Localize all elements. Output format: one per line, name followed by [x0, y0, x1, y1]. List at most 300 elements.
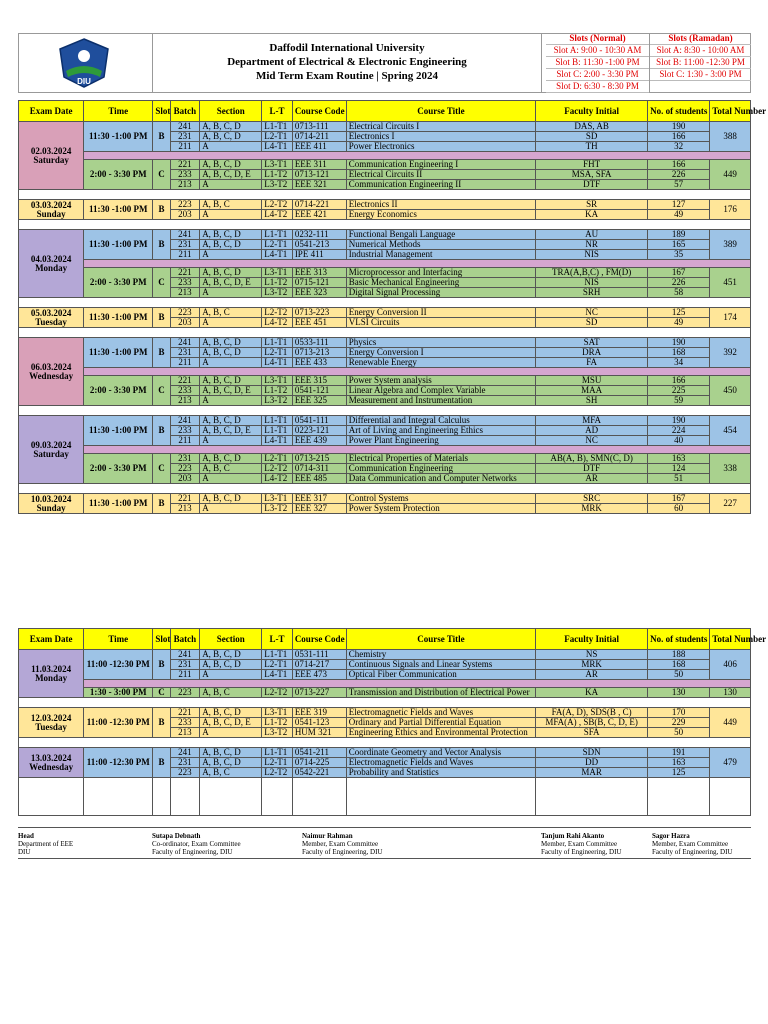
course-title-cell: Engineering Ethics and Environmental Protection [346, 728, 535, 738]
faculty-initial-cell: KA [536, 210, 648, 220]
course-code-cell: 0541-213 [292, 240, 346, 250]
level-term-cell: L3-T2 [262, 396, 293, 406]
batch-cell: 241 [170, 338, 200, 348]
column-header: Faculty Initial [536, 629, 648, 650]
course-title-cell: Industrial Management [346, 250, 535, 260]
signature-line: Faculty of Engineering, DIU [541, 848, 622, 856]
section-cell: A, B, C, D, E [200, 278, 262, 288]
students-cell: 50 [648, 670, 710, 680]
column-header: No. of students [648, 629, 710, 650]
course-title-cell: Energy Conversion II [346, 308, 535, 318]
section-cell: A [200, 474, 262, 484]
course-code-cell: 0714-221 [292, 200, 346, 210]
students-cell: 57 [648, 180, 710, 190]
empty-cell [346, 778, 535, 816]
section-cell: A, B, C, D [200, 454, 262, 464]
course-code-cell: 0542-221 [292, 768, 346, 778]
students-cell: 168 [648, 348, 710, 358]
faculty-initial-cell: SRC [536, 494, 648, 504]
empty-cell [536, 778, 648, 816]
course-code-cell: EEE 325 [292, 396, 346, 406]
batch-cell: 233 [170, 426, 200, 436]
batch-cell: 221 [170, 160, 200, 170]
batch-cell: 233 [170, 386, 200, 396]
level-term-cell: L2-T1 [262, 240, 293, 250]
students-cell: 40 [648, 436, 710, 446]
time-cell: 1:30 - 3:00 PM [84, 688, 153, 698]
level-term-cell: L2-T2 [262, 308, 293, 318]
slot-cell: B [153, 308, 170, 328]
students-cell: 224 [648, 426, 710, 436]
table-row [19, 454, 751, 464]
faculty-initial-cell: MSU [536, 376, 648, 386]
level-term-cell: L4-T1 [262, 142, 293, 152]
separator-cell [19, 698, 751, 708]
routine-title: Mid Term Exam Routine | Spring 2024 [255, 70, 439, 82]
section-cell: A, B, C, D [200, 376, 262, 386]
total-number-cell: 451 [710, 268, 751, 298]
level-term-cell: L2-T1 [262, 660, 293, 670]
section-cell: A, B, C, D [200, 240, 262, 250]
column-header: L-T [262, 629, 293, 650]
faculty-initial-cell: SR [536, 200, 648, 210]
column-header: Course Code [292, 101, 346, 122]
course-title-cell: Art of Living and Engineering Ethics [346, 426, 535, 436]
table-row [19, 416, 751, 426]
level-term-cell: L4-T1 [262, 670, 293, 680]
section-cell: A [200, 180, 262, 190]
column-header: L-T [262, 101, 293, 122]
signature-line: Member, Exam Committee [302, 840, 379, 848]
course-code-cell: 0713-111 [292, 122, 346, 132]
course-title-cell: Renewable Energy [346, 358, 535, 368]
course-code-cell: 0541-121 [292, 386, 346, 396]
faculty-initial-cell: FA [536, 358, 648, 368]
exam-day: Sunday [36, 502, 66, 513]
university-name: Daffodil International University [269, 42, 425, 54]
students-cell: 49 [648, 318, 710, 328]
signature-line: Member, Exam Committee [652, 840, 729, 848]
level-term-cell: L3-T2 [262, 288, 293, 298]
students-cell: 163 [648, 758, 710, 768]
course-title-cell: Electrical Circuits I [346, 122, 535, 132]
table-header-row [19, 629, 751, 650]
course-title-cell: Electronics I [346, 132, 535, 142]
faculty-initial-cell: KA [536, 688, 648, 698]
course-title-cell: Communication Engineering [346, 464, 535, 474]
level-term-cell: L3-T2 [262, 728, 293, 738]
section-cell: A, B, C [200, 200, 262, 210]
section-cell: A [200, 436, 262, 446]
slots-ramadan-item: Slot B: 11:00 -12:30 PM [650, 57, 751, 69]
course-title-cell: Basic Mechanical Engineering [346, 278, 535, 288]
column-header: Faculty Initial [536, 101, 648, 122]
course-title-cell: Communication Engineering II [346, 180, 535, 190]
exam-date: 03.03.2024 [30, 199, 72, 210]
level-term-cell: L2-T2 [262, 688, 293, 698]
signature-band [18, 827, 751, 859]
course-title-cell: Power System Protection [346, 504, 535, 514]
total-number-cell: 449 [710, 708, 751, 738]
students-cell: 59 [648, 396, 710, 406]
slot-cell: C [153, 268, 170, 298]
slot-cell: B [153, 494, 170, 514]
exam-date-cell [19, 650, 84, 698]
total-number-cell: 388 [710, 122, 751, 152]
column-header: Slot [153, 101, 170, 122]
level-term-cell: L4-T2 [262, 210, 293, 220]
empty-cell [262, 778, 293, 816]
section-cell: A [200, 728, 262, 738]
course-code-cell: 0713-213 [292, 348, 346, 358]
slot-cell: B [153, 650, 170, 680]
exam-date: 04.03.2024 [30, 253, 72, 264]
routine-table-2 [18, 628, 767, 816]
course-code-cell: EEE 433 [292, 358, 346, 368]
course-title-cell: Probability and Statistics [346, 768, 535, 778]
level-term-cell: L3-T1 [262, 708, 293, 718]
faculty-initial-cell: NC [536, 436, 648, 446]
exam-date-cell [19, 748, 84, 778]
students-cell: 191 [648, 748, 710, 758]
exam-date: 11.03.2024 [31, 663, 72, 674]
table-row [19, 494, 751, 504]
course-title-cell: Electrical Properties of Materials [346, 454, 535, 464]
batch-cell: 221 [170, 708, 200, 718]
students-cell: 32 [648, 142, 710, 152]
course-title-cell: Energy Economics [346, 210, 535, 220]
day-separator [19, 484, 751, 494]
level-term-cell: L1-T1 [262, 748, 293, 758]
section-cell: A, B, C, D [200, 708, 262, 718]
course-code-cell: 0533-111 [292, 338, 346, 348]
day-separator [19, 738, 751, 748]
empty-cell [710, 778, 751, 816]
level-term-cell: L1-T1 [262, 650, 293, 660]
exam-date-cell [19, 230, 84, 298]
faculty-initial-cell: NC [536, 308, 648, 318]
course-title-cell: Electrical Circuits II [346, 170, 535, 180]
course-code-cell: EEE 315 [292, 376, 346, 386]
signature-name: Head [18, 832, 34, 840]
time-cell: 2:00 - 3:30 PM [84, 454, 153, 484]
exam-day: Wednesday [29, 761, 74, 772]
students-cell: 190 [648, 122, 710, 132]
separator-cell [19, 298, 751, 308]
batch-cell: 231 [170, 660, 200, 670]
department-name: Department of Electrical & Electronic Engineering [227, 56, 467, 68]
course-code-cell: 0531-111 [292, 650, 346, 660]
level-term-cell: L1-T1 [262, 338, 293, 348]
students-cell: 166 [648, 376, 710, 386]
faculty-initial-cell: FHT [536, 160, 648, 170]
slot-cell: C [153, 454, 170, 484]
batch-cell: 241 [170, 748, 200, 758]
course-code-cell: EEE 421 [292, 210, 346, 220]
faculty-initial-cell: SH [536, 396, 648, 406]
level-term-cell: L1-T1 [262, 122, 293, 132]
slots-normal-box [546, 33, 650, 93]
time-cell: 11:30 -1:00 PM [84, 122, 153, 152]
batch-cell: 213 [170, 288, 200, 298]
batch-cell: 241 [170, 122, 200, 132]
students-cell: 34 [648, 358, 710, 368]
total-number-cell: 130 [710, 688, 751, 698]
exam-date-cell [19, 416, 84, 484]
exam-date: 13.03.2024 [30, 752, 72, 763]
slot-cell: B [153, 230, 170, 260]
day-separator [19, 298, 751, 308]
course-title-cell: Chemistry [346, 650, 535, 660]
batch-cell: 233 [170, 718, 200, 728]
batch-cell: 223 [170, 464, 200, 474]
students-cell: 229 [648, 718, 710, 728]
students-cell: 163 [648, 454, 710, 464]
course-code-cell: EEE 321 [292, 180, 346, 190]
faculty-initial-cell: MAR [536, 768, 648, 778]
column-header: Batch [170, 101, 200, 122]
total-number-cell: 174 [710, 308, 751, 328]
course-code-cell: EEE 319 [292, 708, 346, 718]
course-title-cell: VLSI Circuits [346, 318, 535, 328]
faculty-initial-cell: SD [536, 318, 648, 328]
section-cell: A [200, 142, 262, 152]
table-header-row [19, 101, 751, 122]
empty-cell [153, 778, 170, 816]
time-cell: 11:00 -12:30 PM [84, 708, 153, 738]
exam-day: Saturday [33, 448, 69, 459]
course-code-cell: EEE 451 [292, 318, 346, 328]
column-header: Course Title [346, 101, 535, 122]
logo-text: DIU [77, 77, 91, 86]
faculty-initial-cell: AU [536, 230, 648, 240]
signature-name: Tanjum Rahi Akanto [541, 832, 605, 840]
faculty-initial-cell: FA(A, D), SDS(B , C) [536, 708, 648, 718]
section-cell: A, B, C, D [200, 160, 262, 170]
batch-cell: 233 [170, 278, 200, 288]
exam-date-cell [19, 308, 84, 328]
section-cell: A, B, C, D [200, 122, 262, 132]
faculty-initial-cell: AB(A, B), SMN(C, D) [536, 454, 648, 464]
course-code-cell: 0714-211 [292, 132, 346, 142]
signature-name: Sagor Hazra [652, 832, 690, 840]
signature-line: Member, Exam Committee [541, 840, 618, 848]
exam-date: 05.03.2024 [30, 307, 72, 318]
course-title-cell: Ordinary and Partial Differential Equation [346, 718, 535, 728]
exam-date-cell [19, 494, 84, 514]
level-term-cell: L2-T1 [262, 758, 293, 768]
level-term-cell: L3-T1 [262, 160, 293, 170]
empty-cell [170, 778, 200, 816]
day-separator [19, 328, 751, 338]
course-code-cell: EEE 311 [292, 160, 346, 170]
faculty-initial-cell: AR [536, 670, 648, 680]
level-term-cell: L3-T1 [262, 376, 293, 386]
students-cell: 225 [648, 386, 710, 396]
course-title-cell: Transmission and Distribution of Electrical Power [346, 688, 535, 698]
time-cell: 11:30 -1:00 PM [84, 338, 153, 368]
table-row [19, 122, 751, 132]
signature-line: Faculty of Engineering, DIU [302, 848, 383, 856]
section-cell: A, B, C, D, E [200, 426, 262, 436]
students-cell: 125 [648, 308, 710, 318]
course-title-cell: Physics [346, 338, 535, 348]
day-separator [19, 698, 751, 708]
table-row [19, 748, 751, 758]
students-cell: 35 [648, 250, 710, 260]
course-title-cell: Measurement and Instrumentation [346, 396, 535, 406]
course-title-cell: Data Communication and Computer Networks [346, 474, 535, 484]
faculty-initial-cell: MFA(A) , SB(B, C, D, E) [536, 718, 648, 728]
empty-cell [84, 778, 153, 816]
faculty-initial-cell: MAA [536, 386, 648, 396]
total-number-cell: 406 [710, 650, 751, 680]
faculty-initial-cell: DTF [536, 180, 648, 190]
day-separator [19, 190, 751, 200]
course-title-cell: Differential and Integral Calculus [346, 416, 535, 426]
section-cell: A [200, 288, 262, 298]
table-row [19, 230, 751, 240]
batch-cell: 241 [170, 650, 200, 660]
faculty-initial-cell: SDN [536, 748, 648, 758]
signature-block [302, 832, 382, 856]
section-cell: A [200, 358, 262, 368]
level-term-cell: L1-T2 [262, 386, 293, 396]
course-code-cell: 0541-123 [292, 718, 346, 728]
slot-cell: B [153, 122, 170, 152]
signature-line: Co-ordinator, Exam Committee [152, 840, 241, 848]
section-cell: A, B, C, D, E [200, 170, 262, 180]
slot-cell: B [153, 416, 170, 446]
level-term-cell: L4-T2 [262, 474, 293, 484]
students-cell: 167 [648, 494, 710, 504]
level-term-cell: L1-T2 [262, 278, 293, 288]
students-cell: 168 [648, 660, 710, 670]
section-cell: A, B, C [200, 768, 262, 778]
day-separator [19, 406, 751, 416]
batch-cell: 211 [170, 436, 200, 446]
faculty-initial-cell: MFA [536, 416, 648, 426]
course-code-cell: EEE 317 [292, 494, 346, 504]
section-cell: A [200, 504, 262, 514]
course-code-cell: 0713-121 [292, 170, 346, 180]
batch-cell: 231 [170, 348, 200, 358]
total-number-cell: 176 [710, 200, 751, 220]
time-cell: 11:30 -1:00 PM [84, 494, 153, 514]
signature-line: Department of EEE [18, 840, 74, 848]
exam-date: 09.03.2024 [30, 439, 72, 450]
section-cell: A, B, C, D [200, 416, 262, 426]
level-term-cell: L3-T1 [262, 268, 293, 278]
batch-cell: 211 [170, 670, 200, 680]
slots-normal-item: Slot B: 11:30 -1:00 PM [546, 57, 649, 69]
course-code-cell: 0715-121 [292, 278, 346, 288]
exam-date: 12.03.2024 [30, 712, 72, 723]
course-title-cell: Power Electronics [346, 142, 535, 152]
course-title-cell: Control Systems [346, 494, 535, 504]
course-title-cell: Coordinate Geometry and Vector Analysis [346, 748, 535, 758]
batch-cell: 213 [170, 396, 200, 406]
course-code-cell: EEE 411 [292, 142, 346, 152]
total-number-cell: 454 [710, 416, 751, 446]
students-cell: 50 [648, 728, 710, 738]
course-code-cell: HUM 321 [292, 728, 346, 738]
slots-normal-title: Slots (Normal) [546, 33, 649, 45]
total-number-cell: 449 [710, 160, 751, 190]
separator-cell [19, 406, 751, 416]
level-term-cell: L3-T2 [262, 180, 293, 190]
students-cell: 127 [648, 200, 710, 210]
slots-ramadan-title: Slots (Ramadan) [650, 33, 751, 45]
exam-day: Tuesday [35, 721, 67, 732]
section-cell: A, B, C [200, 688, 262, 698]
faculty-initial-cell: TRA(A,B,C) , FM(D) [536, 268, 648, 278]
batch-cell: 231 [170, 454, 200, 464]
slots-ramadan-box [650, 33, 751, 93]
section-cell: A, B, C, D [200, 338, 262, 348]
section-cell: A, B, C, D [200, 758, 262, 768]
course-code-cell: 0713-215 [292, 454, 346, 464]
faculty-initial-cell: NR [536, 240, 648, 250]
course-code-cell: EEE 323 [292, 288, 346, 298]
section-cell: A, B, C, D [200, 230, 262, 240]
batch-cell: 241 [170, 230, 200, 240]
section-cell: A, B, C, D, E [200, 386, 262, 396]
level-term-cell: L3-T2 [262, 504, 293, 514]
batch-cell: 211 [170, 358, 200, 368]
faculty-initial-cell: SRH [536, 288, 648, 298]
column-header: Time [84, 101, 153, 122]
time-cell: 11:30 -1:00 PM [84, 416, 153, 446]
course-code-cell: 0714-217 [292, 660, 346, 670]
table-row [19, 160, 751, 170]
batch-cell: 221 [170, 268, 200, 278]
level-term-cell: L3-T1 [262, 494, 293, 504]
course-code-cell: EEE 439 [292, 436, 346, 446]
empty-row [19, 778, 751, 816]
faculty-initial-cell: DAS, AB [536, 122, 648, 132]
section-cell: A, B, C [200, 308, 262, 318]
level-term-cell: L2-T2 [262, 200, 293, 210]
batch-cell: 203 [170, 318, 200, 328]
batch-cell: 213 [170, 728, 200, 738]
batch-cell: 223 [170, 768, 200, 778]
diu-logo-icon [56, 37, 112, 89]
level-term-cell: L1-T1 [262, 416, 293, 426]
column-header: No. of students [648, 101, 710, 122]
time-cell: 11:00 -12:30 PM [84, 748, 153, 778]
table-row [19, 308, 751, 318]
signature-block [18, 832, 73, 856]
course-code-cell: 0541-211 [292, 748, 346, 758]
faculty-initial-cell: AR [536, 474, 648, 484]
separator-cell [19, 190, 751, 200]
batch-cell: 223 [170, 308, 200, 318]
batch-cell: 213 [170, 180, 200, 190]
column-header: Course Code [292, 629, 346, 650]
exam-day: Saturday [33, 154, 69, 165]
level-term-cell: L1-T1 [262, 426, 293, 436]
students-cell: 190 [648, 416, 710, 426]
section-cell: A, B, C, D, E [200, 718, 262, 728]
students-cell: 166 [648, 132, 710, 142]
level-term-cell: L1-T2 [262, 718, 293, 728]
course-code-cell: EEE 327 [292, 504, 346, 514]
column-header: Total Number [710, 101, 751, 122]
level-term-cell: L4-T1 [262, 358, 293, 368]
exam-date-cell [19, 122, 84, 190]
time-cell: 11:00 -12:30 PM [84, 650, 153, 680]
